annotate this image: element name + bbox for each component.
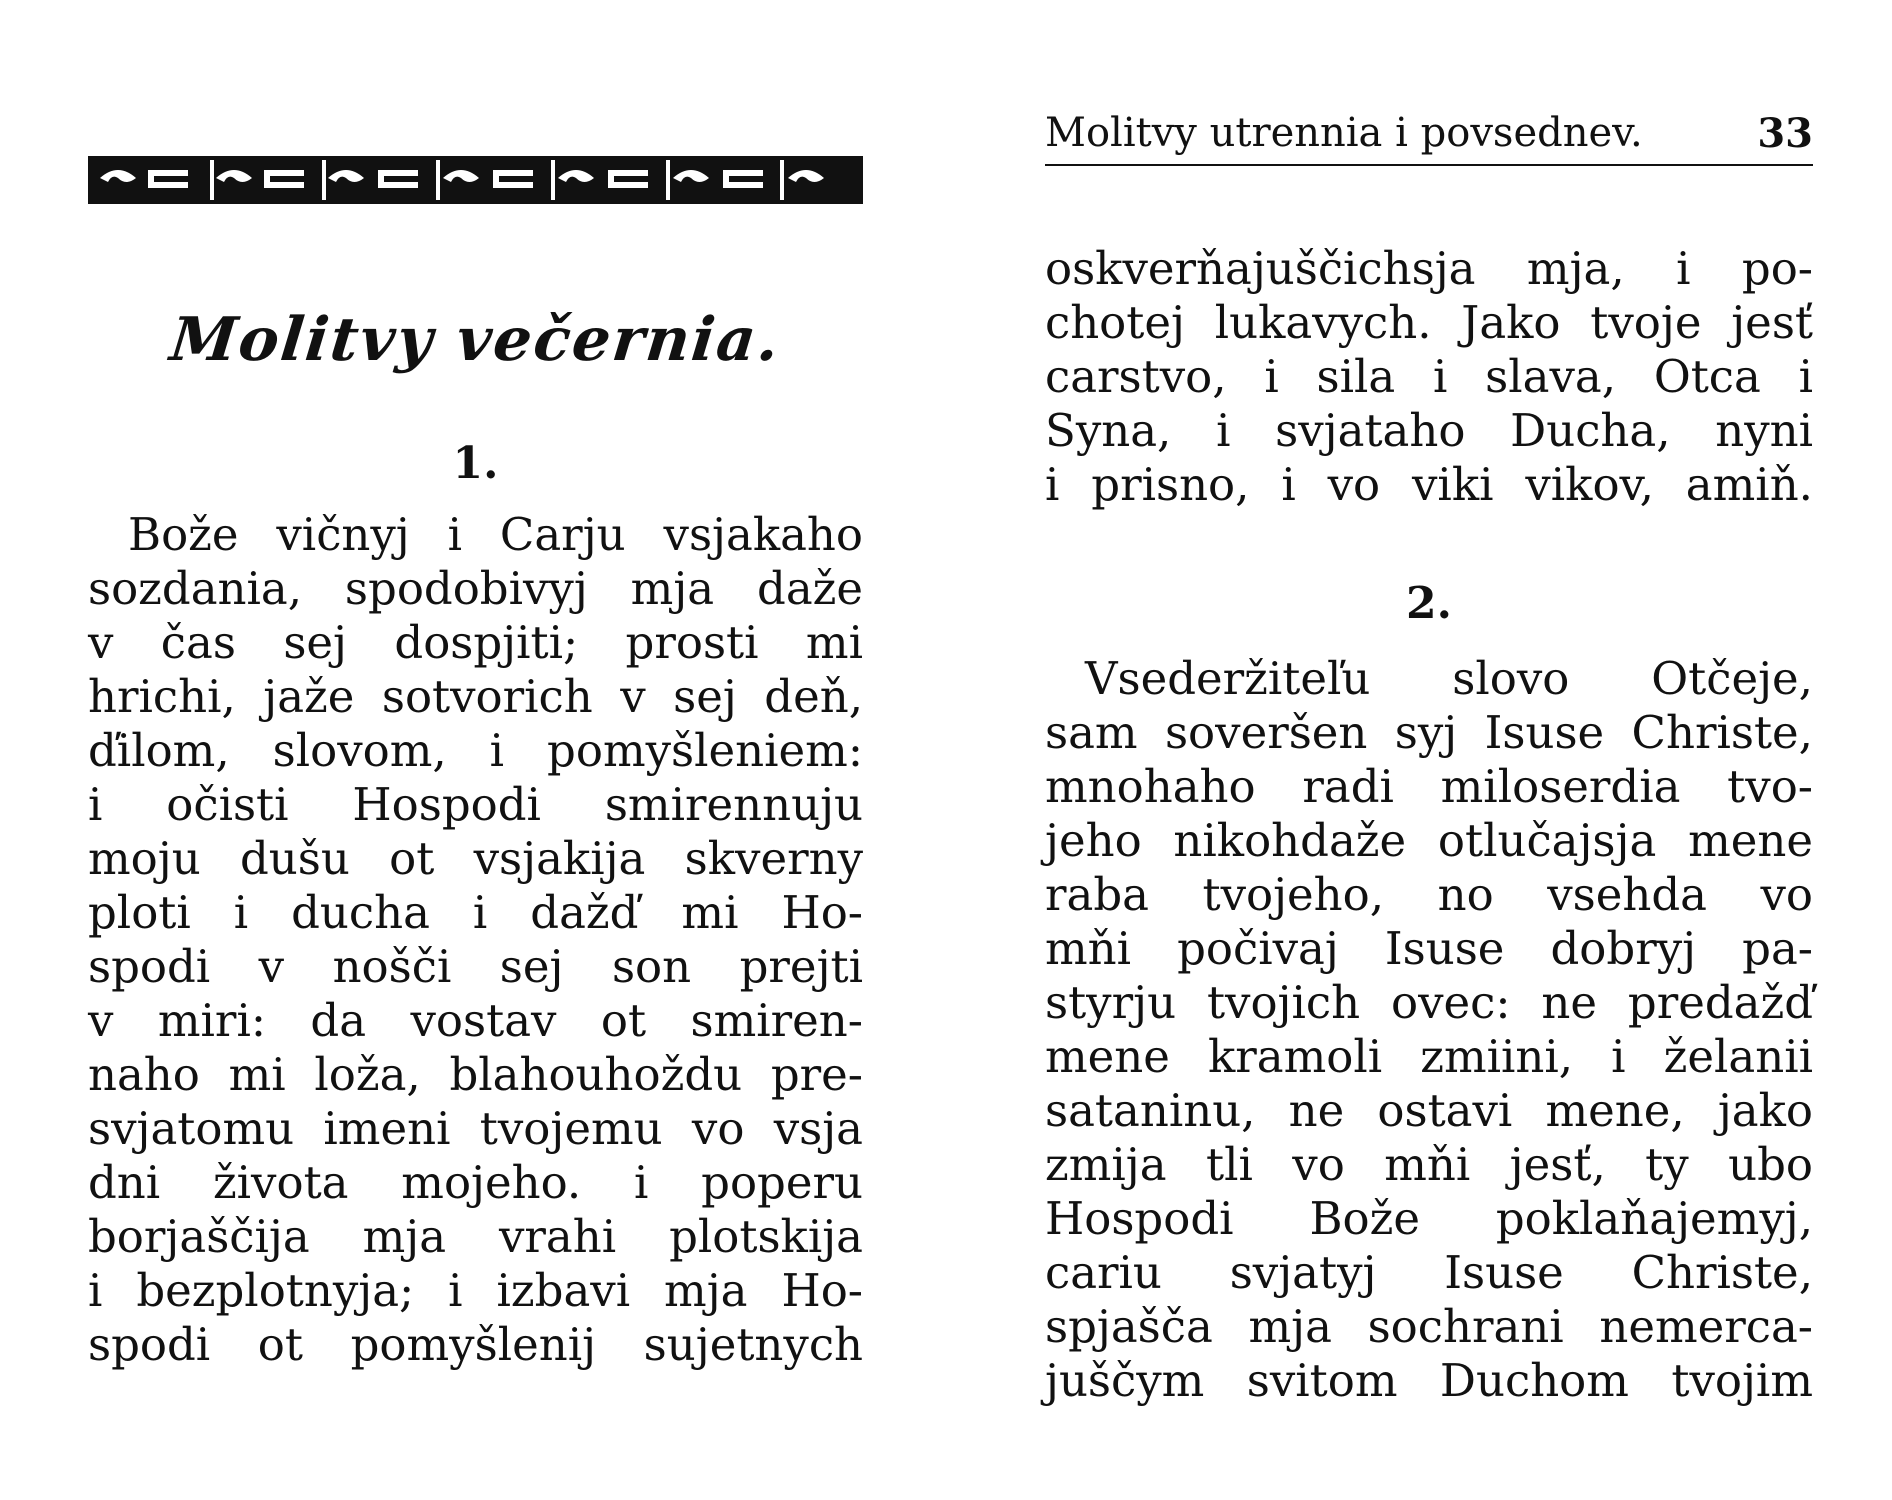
- text-line: mene kramoli zmiini, i želanii: [1045, 1030, 1813, 1083]
- prayer-2-text: [1045, 652, 1813, 1408]
- prayer-1-continuation: [1045, 242, 1813, 512]
- text-line: i prisno, i vo viki vikov, amiň.: [1045, 458, 1813, 511]
- text-line: mňi počivaj Isuse dobryj pa-: [1045, 922, 1813, 975]
- text-line: spjašča mja sochrani nemerca-: [1045, 1300, 1813, 1353]
- right-page: [1045, 0, 1813, 1500]
- text-line: spodi ot pomyšlenij sujetnych: [88, 1318, 863, 1371]
- text-line: i očisti Hospodi smirennuju: [88, 778, 863, 831]
- text-line: spodi v nošči sej son prejti: [88, 940, 863, 993]
- text-line: carstvo, i sila i slava, Otca i: [1045, 350, 1813, 403]
- text-line: juščym svitom Duchom tvojim: [1045, 1354, 1813, 1407]
- text-line: sam soveršen syj Isuse Christe,: [1045, 706, 1813, 759]
- text-line: Bože vičnyj i Carju vsjakaho: [128, 508, 863, 561]
- text-line: svjatomu imeni tvojemu vo vsja: [88, 1102, 863, 1155]
- text-line: zmija tli vo mňi jesť, ty ubo: [1045, 1138, 1813, 1191]
- left-page: [88, 0, 868, 1500]
- text-line: sozdania, spodobivyj mja daže: [88, 562, 863, 615]
- section-number-1: 1.: [452, 438, 499, 489]
- text-line: oskverňajuščichsja mja, i po-: [1045, 242, 1813, 295]
- ornament-band: [88, 148, 863, 210]
- text-line: sataninu, ne ostavi mene, jako: [1045, 1084, 1813, 1137]
- text-line: moju dušu ot vsjakija skverny: [88, 832, 863, 885]
- text-line: jeho nikohdaže otlučajsja mene: [1045, 814, 1813, 867]
- text-line: i bezplotnyja; i izbavi mja Ho-: [88, 1264, 863, 1317]
- page-title: Molitvy večernia.: [166, 305, 785, 375]
- running-header-title: Molitvy utrennia i povsednev.: [1045, 110, 1643, 156]
- section-number-2: 2.: [1406, 578, 1452, 629]
- text-line: Syna, i svjataho Ducha, nyni: [1045, 404, 1813, 457]
- text-line: cariu svjatyj Isuse Christe,: [1045, 1246, 1813, 1299]
- text-line: mnohaho radi miloserdia tvo-: [1045, 760, 1813, 813]
- text-line: styrju tvojich ovec: ne predažď: [1045, 976, 1813, 1029]
- text-line: ploti i ducha i dažď mi Ho-: [88, 886, 863, 939]
- text-line: Hospodi Bože poklaňajemyj,: [1045, 1192, 1813, 1245]
- text-line: ďilom, slovom, i pomyšleniem:: [88, 724, 863, 777]
- page-number: 33: [1757, 110, 1813, 157]
- prayer-1-text: [88, 508, 863, 1372]
- text-line: hrichi, jaže sotvorich v sej deň,: [88, 670, 863, 723]
- text-line: dni života mojeho. i poperu: [88, 1156, 863, 1209]
- text-line: v čas sej dospjiti; prosti mi: [88, 616, 863, 669]
- text-line: borjaščija mja vrahi plotskija: [88, 1210, 863, 1263]
- text-line: Vsederžiteľu slovo Otčeje,: [1085, 652, 1813, 705]
- text-line: naho mi loža, blahouhoždu pre-: [88, 1048, 863, 1101]
- text-line: v miri: da vostav ot smiren-: [88, 994, 863, 1047]
- text-line: chotej lukavych. Jako tvoje jesť: [1045, 296, 1813, 349]
- text-line: raba tvojeho, no vsehda vo: [1045, 868, 1813, 921]
- running-header: [1045, 108, 1813, 166]
